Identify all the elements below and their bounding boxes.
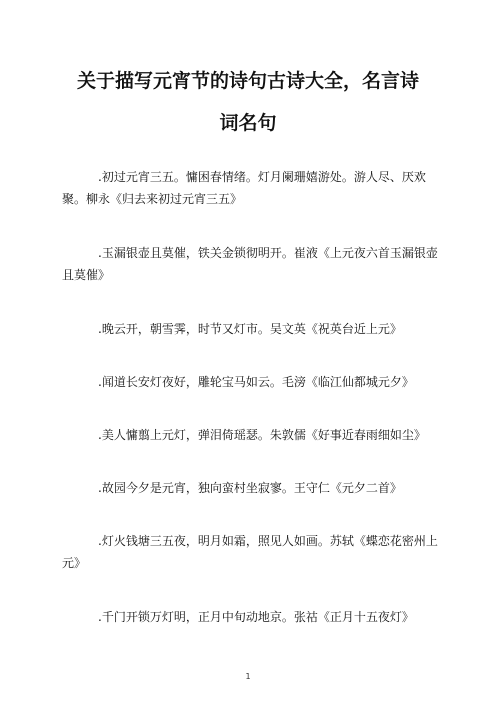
poem-paragraph-2: .玉漏银壶且莫催，铁关金锁彻明开。崔液《上元夜六首玉漏银壶且莫催》 (62, 246, 438, 282)
poem-paragraph-5: .美人慵翦上元灯，弹泪倚瑶瑟。朱敦儒《好事近春雨细如尘》 (98, 428, 426, 442)
document-title-line-2: 词名句 (219, 112, 277, 134)
document-title-line-1: 关于描写元宵节的诗句古诗大全，名言诗 (76, 70, 419, 92)
poem-paragraph-1: .初过元宵三五。慵困春情绪。灯月阑珊嬉游处。游人尽、厌欢聚。柳永《归去来初过元宵三五》 (62, 170, 426, 206)
poem-paragraph-7: .灯火钱塘三五夜，明月如霜，照见人如画。苏轼《蝶恋花密州上元》 (62, 534, 438, 570)
poem-paragraph-8: .千门开锁万灯明，正月中旬动地京。张祜《正月十五夜灯》 (98, 610, 414, 624)
page-number: 1 (245, 672, 251, 681)
poem-paragraph-4: .闻道长安灯夜好，雕轮宝马如云。毛滂《临江仙都城元夕》 (98, 375, 414, 389)
poem-paragraph-6: .故园今夕是元宵，独向蛮村坐寂寥。王守仁《元夕二首》 (98, 481, 402, 495)
poem-paragraph-3: .晚云开，朝雪霁，时节又灯市。吴文英《祝英台近上元》 (98, 322, 402, 336)
